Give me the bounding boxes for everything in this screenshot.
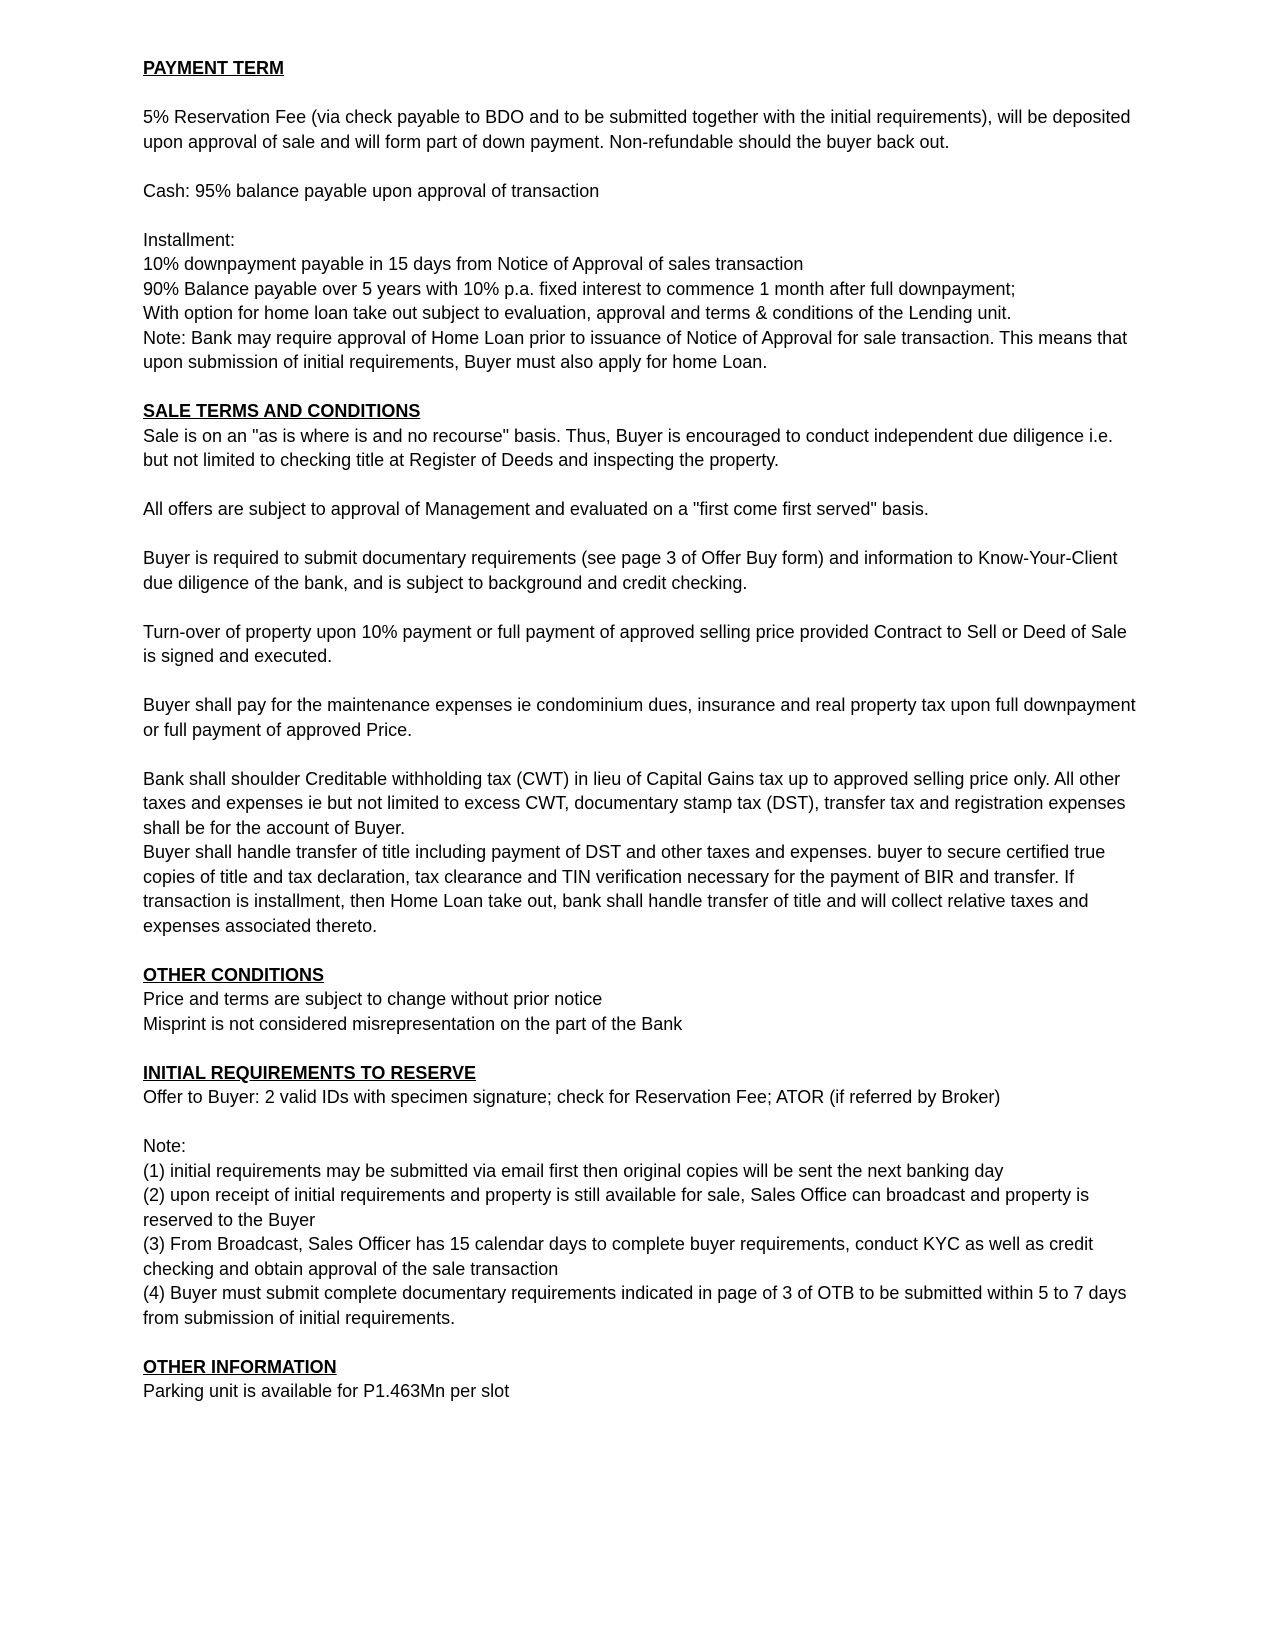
paragraph-installment-label: Installment: [143, 229, 236, 250]
paragraph-maintenance-expenses: Buyer shall pay for the maintenance expenses ie condominium dues, insurance and real property tax upon full downpayment or full payment of approved Price. [143, 695, 1136, 740]
line-downpayment: 10% downpayment payable in 15 days from Notice of Approval of sales transaction [143, 254, 804, 274]
line-as-is-where-is: Sale is on an "as is where is and no recourse" basis. Thus, Buyer is encouraged to conduct independent due diligence i.e. but not limited to checking title at Register of Deeds and inspecting the property. [143, 425, 1114, 470]
line-note-2: (2) upon receipt of initial requirements and property is still available for sale, Sales Office can broadcast and property is reserved to the Buyer [143, 1185, 1090, 1230]
paragraph-cwt-taxes: Bank shall shoulder Creditable withholding tax (CWT) in lieu of Capital Gains tax up to approved selling price only. All other taxes and expenses ie but not limited to excess CWT, documentary stamp tax (DST), transfer tax and registration expenses shall be for the account of Buyer. [143, 768, 1126, 838]
line-note-1: (1) initial requirements may be submitted via email first then original copies will be sent the next banking day [143, 1160, 1004, 1181]
line-misprint: Misprint is not considered misrepresentation on the part of the Bank [143, 1013, 683, 1034]
line-parking-unit: Parking unit is available for P1.463Mn per slot [143, 1381, 510, 1401]
paragraph-cash-terms: Cash: 95% balance payable upon approval of transaction [143, 180, 600, 201]
paragraph-documentary-requirements: Buyer is required to submit documentary requirements (see page 3 of Offer Buy form) and information to Know-Your-Client due diligence of the bank, and is subject to background and credit checking. [143, 548, 1118, 593]
line-transfer-of-title: Buyer shall handle transfer of title including payment of DST and other taxes and expenses. buyer to secure certified true copies of title and tax declaration, tax clearance and TIN verification necessary for the payment of BIR and transfer. If transaction is installment, then Home Loan take out, bank shall handle transfer of title and will collect relative taxes and expenses associated thereto. [143, 842, 1106, 936]
paragraph-turn-over: Turn-over of property upon 10% payment or full payment of approved selling price provided Contract to Sell or Deed of Sale is signed and executed. [143, 621, 1127, 666]
line-home-loan-option: With option for home loan take out subject to evaluation, approval and terms & conditions of the Lending unit. [143, 303, 1012, 323]
heading-sale-terms-and-conditions: SALE TERMS AND CONDITIONS [143, 401, 421, 421]
paragraph-note-label: Note: [143, 1136, 187, 1156]
line-home-loan-note: Note: Bank may require approval of Home Loan prior to issuance of Notice of Approval for sale transaction. This means that upon submission of initial requirements, Buyer must also apply for home Loan. [143, 327, 1128, 372]
line-offer-to-buyer: Offer to Buyer: 2 valid IDs with specimen signature; check for Reservation Fee; ATOR (if referred by Broker) [143, 1087, 1001, 1107]
heading-payment-term: PAYMENT TERM [143, 58, 285, 78]
heading-other-conditions: OTHER CONDITIONS [143, 964, 325, 985]
paragraph-offers-approval: All offers are subject to approval of Management and evaluated on a "first come first served" basis. [143, 499, 929, 519]
heading-initial-requirements: INITIAL REQUIREMENTS TO RESERVE [143, 1062, 477, 1083]
line-note-3: (3) From Broadcast, Sales Officer has 15 calendar days to complete buyer requirements, conduct KYC as well as credit checking and obtain approval of the sale transaction [143, 1234, 1094, 1279]
paragraph-reservation-fee: 5% Reservation Fee (via check payable to BDO and to be submitted together with the initial requirements), will be deposited upon approval of sale and will form part of down payment. Non-refundable should the buyer back out. [143, 107, 1131, 152]
line-price-change: Price and terms are subject to change without prior notice [143, 989, 603, 1009]
line-note-4: (4) Buyer must submit complete documentary requirements indicated in page of 3 of OTB to be submitted within 5 to 7 days from submission of initial requirements. [143, 1283, 1127, 1328]
line-balance: 90% Balance payable over 5 years with 10% p.a. fixed interest to commence 1 month after full downpayment; [143, 278, 1016, 299]
heading-other-information: OTHER INFORMATION [143, 1356, 337, 1377]
